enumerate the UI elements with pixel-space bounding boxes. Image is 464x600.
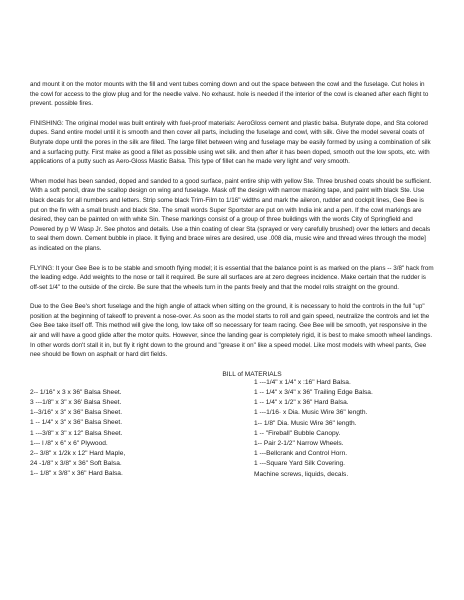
bom-item: 1--- l /8" x 6" x 6" Plywood. <box>30 439 108 447</box>
bom-item: 1 ---1/4" x 1/4" x :16" Hard Balsa. <box>254 378 351 386</box>
bom-item: 1 -- 1/4" x 1/2" x 36" Hard Balsa. <box>254 399 349 407</box>
bom-item: 1 ---Bellcrank and Control Horn. <box>254 450 348 458</box>
bom-item: 1 -- 1/4" x 3/4" x 36" Trailing Edge Balsa. <box>254 389 373 397</box>
bom-item: 1-- 1/8" x 3/8" x 36" Hard Balsa. <box>30 470 123 478</box>
bill-of-materials <box>30 379 434 509</box>
bom-item: 2-- 3/8" x 1/2k x 12" Hard Maple, <box>30 450 126 458</box>
bom-item: 2-- 1/16" x 3 x 36" Balsa Sheet. <box>30 388 122 396</box>
document-page <box>30 80 434 509</box>
bom-left-column <box>30 388 220 480</box>
paragraph-finishing: FINISHING: The original model was built entirely with fuel-proof materials: AeroGloss cement and plastic balsa. Butyrate dope, and Sta colored dupes. Sand entire model until it is smooth and then cover all parts, including the fuselage and cowl, with silk. Give the model several coats of Butyrate dope until the pores in the silk are filled. The large fillet between wing and fuselage may be easily formed by using a combination of silk and a surfacing putty. First make as good a fillet as possible using wet silk. and then after it has been doped, smooth out the low spots, etc. with applications of a putty such as Aero-Gloss Mastic Balsa. This type of fillet can he made very light and' very smooth. <box>30 119 431 166</box>
paragraph-flying: FLYING: It your Gee Bee is to be stable and smooth flying model; it is essential that the balance point is as marked on the plans -- 3/8" hack from the leading edge. Add weights to the nose or tall it required. Be sure all surfaces are at zero degrees incidence. Make certain that the rudder is off-set 1/4" to the outside of the circle. Be sure that the wheels turn in the pants freely and that the model rolls straight on the ground. <box>30 264 434 291</box>
bom-item: 1-- 1/8" Dia. Music Wire 36" length. <box>254 419 357 427</box>
bom-item: 1 ---3/8" x 3" x 12" Balsa Sheet. <box>30 429 123 437</box>
paragraph-painting: When model has been sanded, doped and sanded to a good surface, paint entire ship with yellow Ste. Three brushed coats should be sufficient. With a soft pencil, draw the scallop design on wing and fuselage. Mask off the design with narrow masking tape, and paint with black Ste. Use black decals for all numbers and letters. Strip some black Trim-Film to 1/16" widths and mark the aileron, rudder and cockpit lines, Gee Bee is put on the fin with a small brush and black Ste. The small words Super Sportster are put on with India ink and a pen. If the cowl markings are desired, they can be painted on with white Sin. These markings consist of a group of three buildings with the words City of Springfield and Powered by p W Wasp Jr. See photos and details. Use a thin coating of clear Sta (sprayed or very carefully brushed) over the letters and decals to seal them down. Cement bubble in place. It flying and brace wires are desired, use .008 dia, music wire and thread wires through the mode] as indicated on the plans. <box>30 177 432 252</box>
bom-right-column <box>254 378 444 480</box>
bom-item: 1 ---1/16· x Dia. Music Wire 36" length. <box>254 409 368 417</box>
bom-item: 1-- Pair 2-1/2" Narrow Wheels. <box>254 440 344 448</box>
bom-item: 24 -1/8" x 3/8" x 36" Soft Balsa. <box>30 460 122 468</box>
paragraph-intro: and mount it on the motor mounts with the fill and vent tubes coming down and out the space between the cowl and the fuselage. Cut holes in the cowl for access to the glow plug and for the needle valve. No exhaust. hole is needed if the interior of the cowl is cleaned after each flight to prevent. possible fires. <box>30 81 429 108</box>
bom-item: 1 -- "Fireball" Bubble Canopy. <box>254 429 341 437</box>
bom-item: 3 ---1/8" x 3" x 36' Balsa Sheet. <box>30 399 122 407</box>
paragraph-takeoff: Due to the Gee Bee's short fuselage and the high angle of attack when sitting on the ground, it is necessary to hold the controls in the full "up" position at the beginning of takeoff to prevent a nose-over. As soon as the model starts to roll and gain speed, neutralize the controls and let the Gee Bee take itself off. This method will give the long, low take off so necessary for team racing. Gee Bee will be smooth, yet responsive in the air and will have a good glide after the motor quits. However, since the landing gear is completely rigid, it is best to make smooth wheel landings. In other words don't stall it in, but fly it right down to the ground and "grease it on" like a speed model. Like most models with wheel pants, Gee nee should be flown on asphalt or hard dirt fields. <box>30 303 433 359</box>
bom-item: 1--3/16" x 3" x 36" Balsa Sheet. <box>30 409 123 417</box>
bom-item: 1 ---Square Yard Silk Covering. <box>254 460 346 468</box>
bill-of-materials-title: BILL of MATERIALS <box>222 370 282 378</box>
bom-item: Machine screws, liquids, decals. <box>254 470 349 478</box>
bom-item: 1 -- 1/4" x 3" x 36" Balsa Sheet. <box>30 419 123 427</box>
